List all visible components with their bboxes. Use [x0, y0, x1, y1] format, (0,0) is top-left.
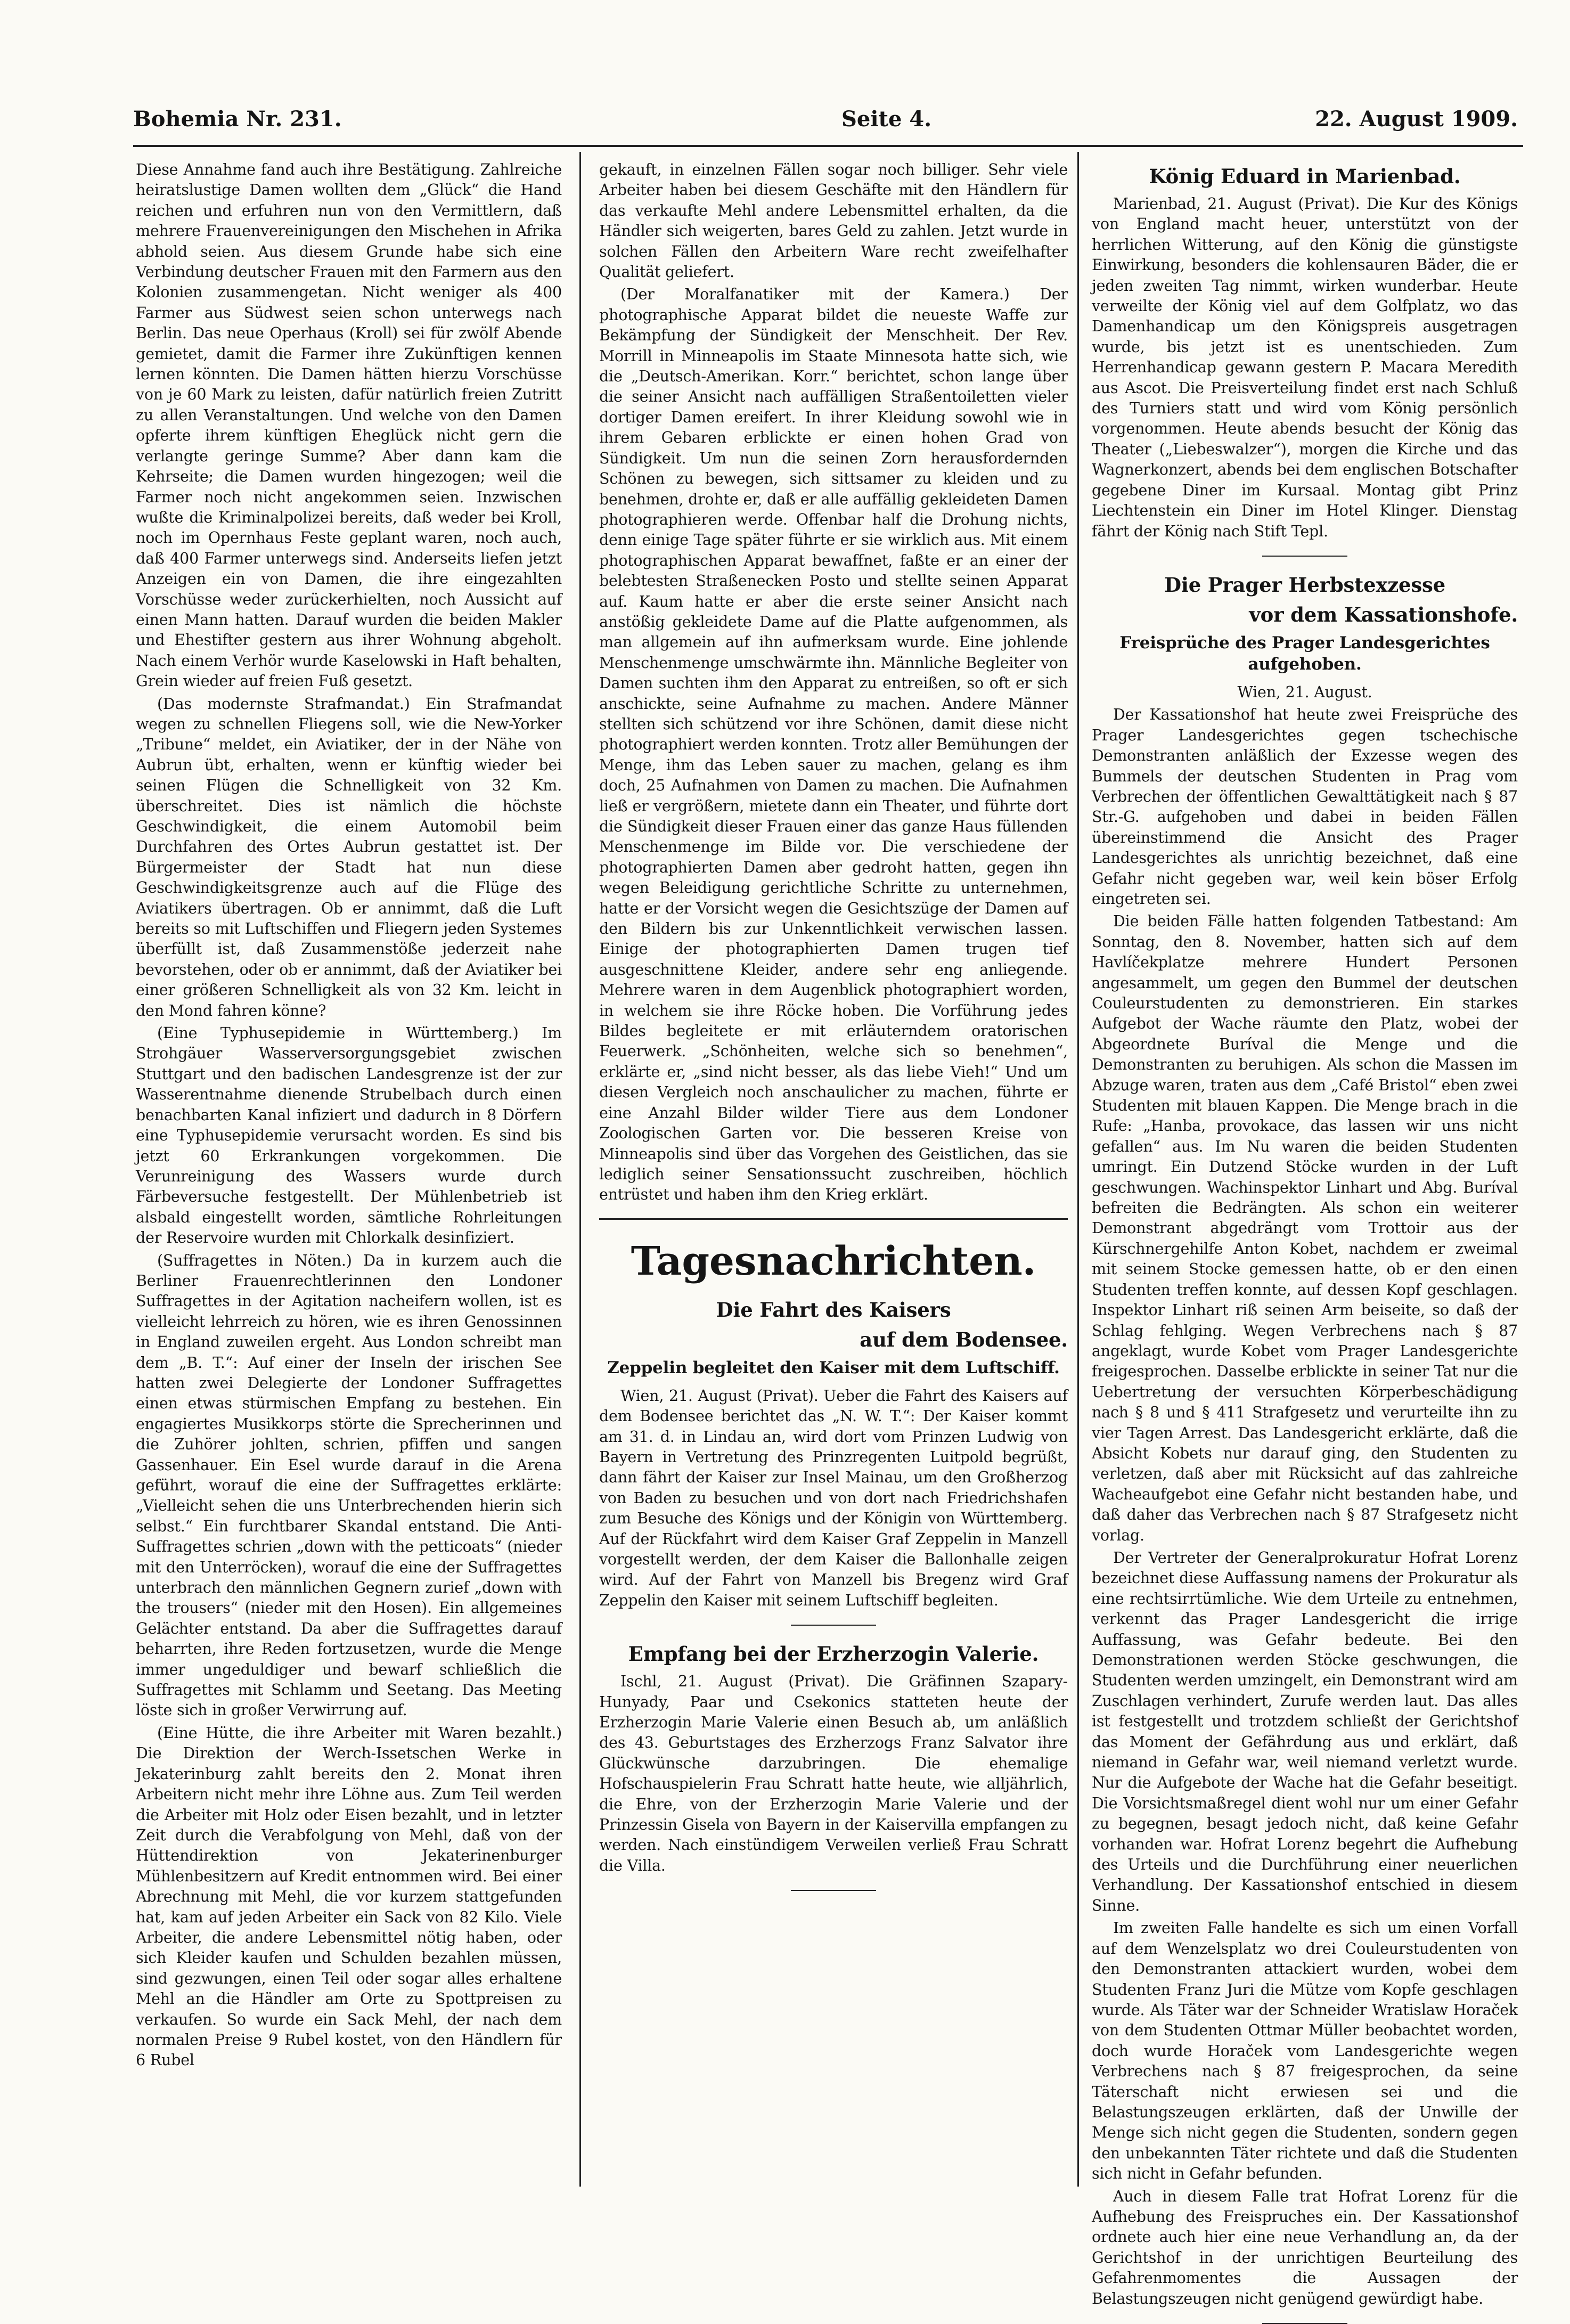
article-heading: auf dem Bodensee. [860, 1327, 1068, 1351]
paragraph: (Eine Hütte, die ihre Arbeiter mit Waren bezahlt.) Die Direktion der Werch-Issetschen Werke in Jekaterinburg zahlt bereits den 2. Monat ihren Arbeitern nicht mehr ihre Löhne aus. Zum Teil werden die Arbeiter mit Holz oder Eisen bezahlt, und in letzter Zeit durch die Verabfolgung von Mehl, daß von der Hüttendirektion von Jekaterinenburger Mühlenbesitzern auf Kredit entnommen wird. Bei einer Abrechnung mit Mehl, die vor kurzem stattgefunden hat, kam auf jeden Arbeiter ein Sack von 82 Kilo. Viele Arbeiter, die andere Lebensmittel nötig haben, oder sich Kleider kaufen und Schulden bezahlen müssen, sind gezwungen, einen Teil oder sogar alles erhaltene Mehl an die Händler am Orte zu Spottpreisen zu verkaufen. So wurde ein Sack Mehl, der nach dem normalen Preise 9 Rubel kostet, von den Händlern für 6 Rubel [136, 1724, 562, 2069]
article-heading: König Eduard in Marienbad. [1149, 165, 1461, 188]
article-subheading: Freisprüche des Prager Landesgerichtes aufgehoben. [1119, 633, 1490, 674]
paragraph: Ischl, 21. August (Privat). Die Gräfinnen Szapary-Hunyady, Paar und Csekonics statteten heute der Erzherzogin Marie Valerie einen Besuch ab, um anläßlich des 43. Geburtstages des Erzherzogs Franz Salvator ihre Glückwünsche darzubringen. Die ehemalige Hofschauspielerin Frau Schratt hatte heute, wie alljährlich, die Ehre, von der Erzherzogin Marie Valerie und der Prinzessin Gisela von Bayern in der Kaiservilla empfangen zu werden. Nach einstündigem Verweilen verließ Frau Schratt die Villa. [599, 1673, 1068, 1874]
column-rule-1 [579, 152, 581, 2187]
section-title: Tagesnachrichten. [631, 1238, 1036, 1284]
paragraph: Der Vertreter der Generalprokuratur Hofrat Lorenz bezeichnet diese Auffassung namens der Prokuratur als eine rechtsirrtümliche. Wie dem Urteile zu entnehmen, verkennt das Prager Landesgericht die irrige Auffassung, was Gefahr bedeute. Bei den Demonstrationen werden Stöcke geschwungen, die Studenten werden umzingelt, ein Demonstrant wird am Zuschlagen verhindert, Zurufe werden laut. Das alles ist festgestellt und trotzdem schließt der Gerichtshof das Moment der Gefährdung aus und erklärt, daß niemand in Gefahr war, weil niemand verletzt wurde. Nur die Aufgebote der Wache hat die Gefahr beseitigt. Die Vorsichtsmaßregel dient wohl nur um einer Gefahr zu begegnen, besagt jedoch nicht, daß keine Gefahr vorhanden war. Hofrat Lorenz begehrt die Aufhebung des Urteils und die Durchführung einer neuerlichen Verhandlung. Der Kassationshof entschied in diesem Sinne. [1092, 1548, 1518, 1914]
paragraph: gekauft, in einzelnen Fällen sogar noch billiger. Sehr viele Arbeiter haben bei diesem Geschäfte mit den Händlern für das verkaufte Mehl andere Lebensmittel erhalten, da die Händler sich weigerten, bares Geld zu zahlen. Jetzt wurde in solchen Fällen den Arbeitern Ware recht zweifelhafter Qualität geliefert. [599, 161, 1068, 281]
paragraph: (Das modernste Strafmandat.) Ein Strafmandat wegen zu schnellen Fliegens soll, wie die New-Yorker „Tribune“ meldet, ein Aviatiker, der in der Nähe von Aubrun übt, erhalten, wenn er künftig wieder bei seinen Flügen die Schnelligkeit von 32 Km. überschreitet. Dies ist nämlich die höchste Geschwindigkeit, die einem Automobil beim Durchfahren des Ortes Aubrun gestattet ist. Der Bürgermeister der Stadt hat nun diese Geschwindigkeitsgrenze auch auf die Flüge des Aviatikers übertragen. Ob er annimmt, daß die Luft bereits so mit Luftschiffen und Fliegern jeden Systemes überfüllt ist, daß Zusammenstöße jederzeit nahe bevorstehen, oder ob er annimmt, daß der Aviatiker bei einer größeren Schnelligkeit als von 32 Km. leicht in den Mond fahren könne? [136, 695, 562, 1020]
paragraph: Wien, 21. August (Privat). Ueber die Fahrt des Kaisers auf dem Bodensee berichtet das „N. W. T.“: Der Kaiser kommt am 31. d. in Lindau an, wird dort vom Prinzen Ludwig von Bayern in Vertretung des Prinzregenten Luitpold begrüßt, dann fährt der Kaiser zur Insel Mainau, um den Großherzog von Baden zu besuchen und von dort nach Friedrichshafen zum Besuche des Königs und der Königin von Württemberg. Auf der Rückfahrt wird dem Kaiser Graf Zeppelin in Manzell vorgestellt werden, der dem Kaiser die Ballonhalle zeigen wird. Auf der Fahrt von Manzell bis Bregenz wird Graf Zeppelin den Kaiser mit seinem Luftschiff begleiten. [599, 1387, 1068, 1609]
article-divider [1262, 556, 1347, 557]
paragraph: (Der Moralfanatiker mit der Kamera.) Der photographische Apparat bildet die neueste Waffe zur Bekämpfung der Sündigkeit der Menschheit. Der Rev. Morrill in Minneapolis im Staate Minnesota hatte sich, wie die „Deutsch-Amerikan. Korr.“ berichtet, schon lange über die seiner Ansicht nach auffälligen Straßentoiletten vieler dortiger Damen ereifert. In ihrer Kleidung sowohl wie in ihrem Gebaren erblickte er einen hohen Grad von Sündigkeit. Um nun die seinen Zorn herausfordernden Schönen zu bewegen, sich sittsamer zu kleiden und zu benehmen, drohte er, daß er alle auffällig gekleideten Damen photographieren werde. Offenbar half die Drohung nichts, denn einige Tage später führte er sie wirklich aus. Mit einem photographischen Apparat bewaffnet, faßte er an einer der belebtesten Straßenecken Posto und stellte seinen Apparat auf. Kaum hatte er aber die erste seiner Ansicht nach anstößig gekleidete Dame auf die Platte aufgenommen, als man allgemein auf ihn aufmerksam wurde. Eine johlende Menschenmenge umschwärmte ihn. Männliche Begleiter von Damen suchten ihm den Apparat zu entreißen, so oft er sich anschickte, seine Aufnahme zu machen. Andere Männer stellten sich schützend vor ihre Schönen, damit diese nicht photographiert werden konnten. Trotz aller Bemühungen der Menge, ihm das Leben sauer zu machen, gelang es ihm doch, 25 Aufnahmen von Damen zu machen. Die Aufnahmen ließ er vergrößern, mietete dann ein Theater, und führte dort die Sündigkeit dieser Frauen einer das ganze Haus füllenden Menschenmenge im Bilde vor. Die verschiedene der photographierten Damen aber gedroht hatten, gegen ihn wegen Beleidigung gerichtliche Schritte zu unternehmen, hatte er der Vorsicht wegen die Gesichtszüge der Damen auf den Bildern bis zur Unkenntlichkeit verwischen lassen. Einige der photographierten Damen trugen tief ausgeschnittene Kleider, andere sehr eng anliegende. Mehrere waren in dem Augenblick photographiert worden, in welchem sie ihre Röcke hoben. Die Vorführung jedes Bildes begleitete er mit erläuterndem oratorischen Feuerwerk. „Schönheiten, welche sich so benehmen“, erklärte er, „sind nicht besser, als das liebe Vieh!“ Und um diesen Vergleich noch anschaulicher zu machen, führte er eine Anzahl Bilder wilder Tiere aus dem Londoner Zoologischen Garten vor. Die besseren Kreise von Minneapolis sind über das Vorgehen des Geistlichen, das sie lediglich seiner Sensationssucht zuschreiben, höchlich entrüstet und haben ihm den Krieg erklärt. [599, 286, 1068, 1204]
article-heading: Die Fahrt des Kaisers [716, 1298, 951, 1322]
paragraph: Der Kassationshof hat heute zwei Freisprüche des Prager Landesgerichtes gegen tschechische Demonstranten anläßlich der Exzesse wegen des Bummels der deutschen Studenten in Prag vom Verbrechen der öffentlichen Gewalttätigkeit nach § 87 Str.-G. aufgehoben und dabei in beiden Fällen übereinstimmend die Ansicht des Prager Landesgerichtes als unrichtig bezeichnet, daß eine Gefahr nicht gegeben war, weil kein böser Erfolg eingetreten sei. [1092, 706, 1518, 908]
column-3 [1092, 160, 1518, 2307]
header-page-number: Seite 4. [841, 107, 932, 132]
paragraph: Marienbad, 21. August (Privat). Die Kur des Königs von England macht heuer, unterstützt von der herrlichen Witterung, auf den König die günstigste Einwirkung, besonders die kohlensauren Bäder, die er jeden zweiten Tag nimmt, wirken wunderbar. Heute verweilte der König viel auf dem Golfplatz, wo das Damenhandicap um den Königspreis ausgetragen wurde, bis jetzt ist es unentschieden. Zum Herrenhandicap gewann gestern P. Macara Meredith aus Ascot. Die Preisverteilung findet erst nach Schluß des Turniers statt und wird vom König persönlich vorgenommen. Heute abends besucht der König das Theater („Liebeswalzer“), morgen die Kirche und das Wagnerkonzert, abends bei dem englischen Botschafter gegebene Diner im Kursaal. Montag gibt Prinz Liechtenstein ein Diner im Hotel Klinger. Dienstag fährt der König nach Stift Tepl. [1092, 195, 1518, 540]
column-rule-2 [1077, 152, 1079, 2187]
paragraph: (Suffragettes in Nöten.) Da in kurzem auch die Berliner Frauenrechtlerinnen den Londoner Suffragettes in der Agitation nacheifern wollen, ist es vielleicht lehrreich zu hören, wie es ihren Genossinnen in England zuweilen ergeht. Aus London schreibt man dem „B. T.“: Auf einer der Inseln der irischen See hatten zwei Delegierte der Londoner Suffragettes einen etwas stürmischen Empfang zu bestehen. Ein engagiertes Musikkorps störte die Sprecherinnen und die Zuhörer johlten, schrien, pfiffen und sangen Gassenhauer. Ein Esel wurde darauf in die Arena geführt, worauf die eine der Suffragettes erklärte: „Vielleicht sehen die uns Unterbrechenden hierin sich selbst.“ Ein furchtbarer Skandal entstand. Die Anti-Suffragettes schrien „down with the petticoats“ (nieder mit den Unterröcken), worauf die eine der Suffragettes unterbrach den männlichen Gegnern zurief „down with the trousers“ (nieder mit den Hosen). Ein allgemeines Gelächter entstand. Da aber die Suffragettes darauf beharrten, ihre Reden fortzusetzen, wurde die Menge immer ungeduldiger und bewarf schließlich die Suffragettes mit Schlamm und Seetang. Das Meeting löste sich in großer Verwirrung auf. [136, 1251, 562, 1719]
article-divider [791, 1890, 876, 1891]
paragraph: Die beiden Fälle hatten folgenden Tatbestand: Am Sonntag, den 8. November, hatten sich auf dem Havlíčekplatze mehrere Hundert Personen angesammelt, um gegen den Bummel der deutschen Couleurstudenten zu demonstrieren. Ein starkes Aufgebot der Wache räumte den Platz, wobei der Abgeordnete Buríval die Menge und die Demonstranten zu beruhigen. Als schon die Massen im Abzuge waren, traten aus dem „Café Bristol“ eben zwei Studenten mit blauen Kappen. Die Menge brach in die Rufe: „Hanba, provokace, das lassen wir uns nicht gefallen“ aus. Im Nu waren die beiden Studenten umringt. Ein Dutzend Stöcke wurden in der Luft geschwungen. Wachinspektor Linhart und Abg. Buríval befreiten die Bedrängten. Als schon ein weiterer Demonstrant abgedrängt vom Trottoir aus der Kürschnergehilfe Anton Kobet, nachdem er zweimal mit seinem Stocke gemessen hatte, ob er den einen Studenten treffen konnte, auf dessen Kopf geschlagen. Inspektor Linhart riß seinen Arm beiseite, so daß der Schlag fehlging. Wegen Verbrechens nach § 87 angeklagt, wurde Kobet vom Prager Landesgerichte freigesprochen. Dasselbe erblickte in seiner Tat nur die Uebertretung der versuchten Körperbeschädigung nach § 8 und § 411 Strafgesetz und verurteilte ihn zu vier Tagen Arrest. Das Landesgericht erklärte, daß die Absicht Kobets nur darauf ging, den Studenten zu verletzen, daß aber mit Rücksicht auf das zahlreiche Wacheaufgebot eine Gefahr nicht bestanden habe, und daß daher das Verbrechen nach § 87 Strafgesetz nicht vorlag. [1092, 912, 1518, 1544]
column-2 [599, 160, 1068, 2189]
paragraph: Wien, 21. August. [1237, 683, 1372, 701]
column-1 [136, 160, 562, 2189]
paragraph: Diese Annahme fand auch ihre Bestätigung. Zahlreiche heiratslustige Damen wollten dem „Glück“ die Hand reichen und erfuhren nun von den Vermittlern, daß mehrere Frauenvereinigungen den Mischehen in Afrika abhold seien. Aus diesem Grunde habe sich eine Verbindung deutscher Frauen mit den Farmern aus den Kolonien zusammengetan. Nicht weniger als 400 Farmer aus Südwest seien schon unterwegs nach Berlin. Das neue Operhaus (Kroll) sei für zwölf Abende gemietet, damit die Farmer ihre Zukünftigen kennen lernen könnten. Die Damen hätten hierzu Vorschüsse von je 60 Mark zu leisten, dafür natürlich freien Zutritt zu allen Veranstaltungen. Und welche von den Damen opferte ihrem künftigen Eheglück nicht gern die verlangte geringe Summe? Aber dann kam die Kehrseite; die Damen wurden hingezogen; weil die Farmer noch nicht angekommen seien. Inzwischen wußte die Kriminalpolizei bereits, daß weder bei Kroll, noch im Opernhaus Feste geplant waren, noch auch, daß 400 Farmer unterwegs sind. Anderseits liefen jetzt Anzeigen ein von Damen, die ihre eingezahlten Vorschüsse weder zurückerhielten, noch Aussicht auf einen Mann hatten. Darauf wurden die beiden Makler und Ehestifter gestern aus ihrer Wohnung abgeholt. Nach einem Verhör wurde Kaselowski in Haft behalten, Grein wieder auf freien Fuß gesetzt. [136, 161, 562, 690]
paragraph: Im zweiten Falle handelte es sich um einen Vorfall auf dem Wenzelsplatz wo drei Couleurstudenten von den Demonstranten attackiert wurden, wobei dem Studenten Franz Juri die Mütze vom Kopfe geschlagen wurde. Als Täter war der Schneider Wratislaw Horaček von dem Studenten Ottmar Müller beobachtet worden, doch wurde Horaček vom Landesgerichte wegen Verbrechens nach § 87 freigesprochen, da seine Täterschaft nicht erwiesen sei und die Belastungszeugen erklärten, daß der Unwille der Menge sich nicht gegen die Studenten, sondern gegen den unbekannten Täter richtete und daß die Studenten sich nicht in Gefahr befunden. [1092, 1919, 1518, 2183]
header-date: 22. August 1909. [1315, 107, 1518, 132]
article-heading: Die Prager Herbstexzesse [1164, 573, 1445, 597]
section-divider [599, 1218, 1068, 1220]
header-rule [133, 145, 1523, 147]
paragraph: (Eine Typhusepidemie in Württemberg.) Im Strohgäuer Wasserversorgungsgebiet zwischen Stuttgart und den badischen Landesgrenze ist der zur Wasserentnahme dienende Strubelbach durch einen benachbarten Kanal infiziert und dadurch in 8 Dörfern eine Typhusepidemie verursacht worden. Es sind bis jetzt 60 Erkrankungen vorgekommen. Die Verunreinigung des Wassers wurde durch Färbeversuche festgestellt. Der Mühlenbetrieb ist alsbald eingestellt worden, sämtliche Rohrleitungen der Reservoire wurden mit Chlorkalk desinfiziert. [136, 1024, 562, 1247]
paragraph: Auch in diesem Falle trat Hofrat Lorenz für die Aufhebung des Freispruches ein. Der Kassationshof ordnete auch hier eine neue Verhandlung an, da der Gerichtshof in der unrichtigen Beurteilung des Gefahrenmomentes die Aussagen der Belastungszeugen nicht genügend gewürdigt habe. [1092, 2187, 1518, 2307]
page-header [133, 101, 1518, 138]
article-heading: vor dem Kassationshofe. [1249, 602, 1518, 626]
article-subheading: Zeppelin begleitet den Kaiser mit dem Luftschiff. [607, 1358, 1060, 1377]
article-divider [791, 1625, 876, 1626]
article-heading: Empfang bei der Erzherzogin Valerie. [628, 1642, 1039, 1666]
header-left: Bohemia Nr. 231. [133, 107, 342, 132]
